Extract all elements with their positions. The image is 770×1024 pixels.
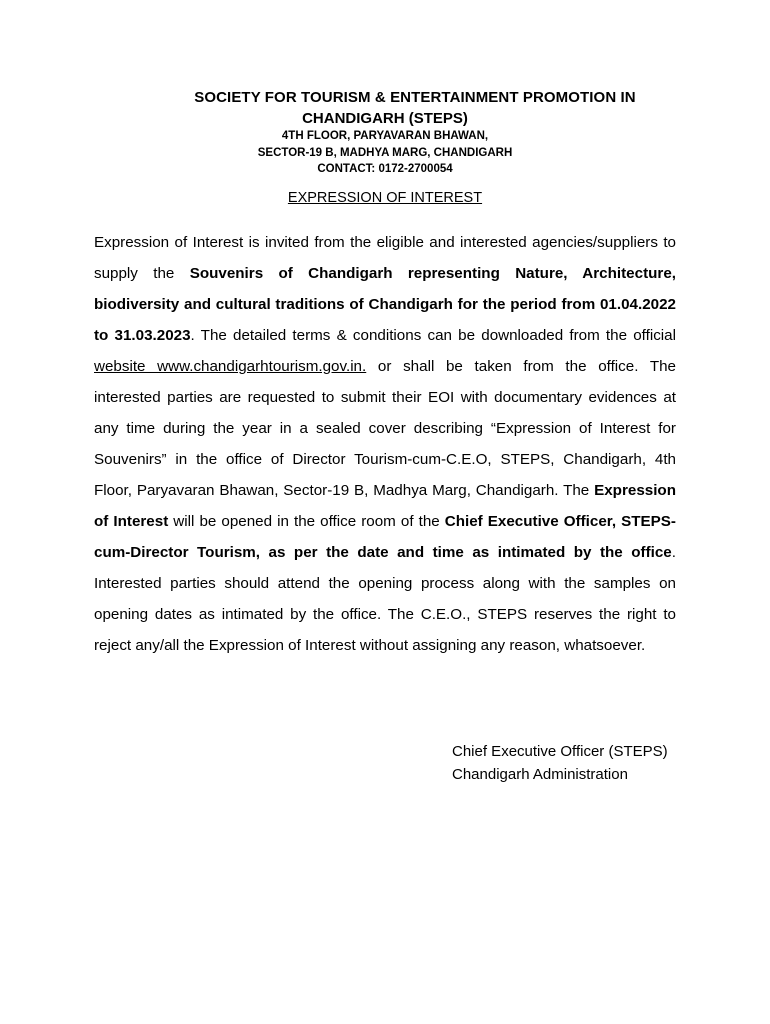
body-text-segment: or shall be taken from the office. The interested parties are requested to submit their EOI with documentary evidences at any time during the year in a sealed cover describing “Expression of Interest for Souvenirs” in the office of Director Tourism-cum-C.E.O, STEPS, Chandigarh, 4th Floor, Paryavaran Bhawan, Sector-19 B, Madhya Marg, Chandigarh. The [94,358,677,499]
signature-title: Chief Executive Officer (STEPS) [452,743,668,760]
body-text-segment: Expression of Interest is invited from the eligible and interested agencies/suppliers to supply the [94,234,676,282]
body-text-segment: will be opened in the office room of the [168,513,445,530]
document-title: EXPRESSION OF INTEREST [287,190,483,206]
website-link[interactable]: website www.chandigarhtourism.gov.in. [94,358,367,375]
signature-organization: Chandigarh Administration [452,766,628,783]
body-text-segment: . The detailed terms & conditions can be downloaded from the official [190,327,676,344]
body-bold-ceo: Chief Executive Officer, STEPS-cum-Director Tourism, as per the date and time as intimated by the office [94,513,676,561]
signature-block [452,740,668,786]
body-text-segment: . Interested parties should attend the opening process along with the samples on opening dates as intimated by the office. The C.E.O., STEPS reserves the right to reject any/all the Expression of Interest without assigning any reason, whatsoever. [94,544,676,654]
contact-line: CONTACT: 0172-2700054 [317,163,453,175]
org-name-line1: SOCIETY FOR TOURISM & ENTERTAINMENT PROMOTION IN [194,89,636,106]
address-line1: 4TH FLOOR, PARYAVARAN BHAWAN, [281,130,489,142]
org-name-line2: CHANDIGARH (STEPS) [302,110,468,127]
body-bold-eoi: Expression of Interest [94,482,676,530]
body-paragraph [94,227,676,661]
body-bold-souvenirs: Souvenirs of Chandigarh representing Nature, Architecture, biodiversity and cultural traditions of Chandigarh for the period from 01.04.2022 to 31.03.2023 [94,265,676,344]
address-line2: SECTOR-19 B, MADHYA MARG, CHANDIGARH [257,147,513,159]
